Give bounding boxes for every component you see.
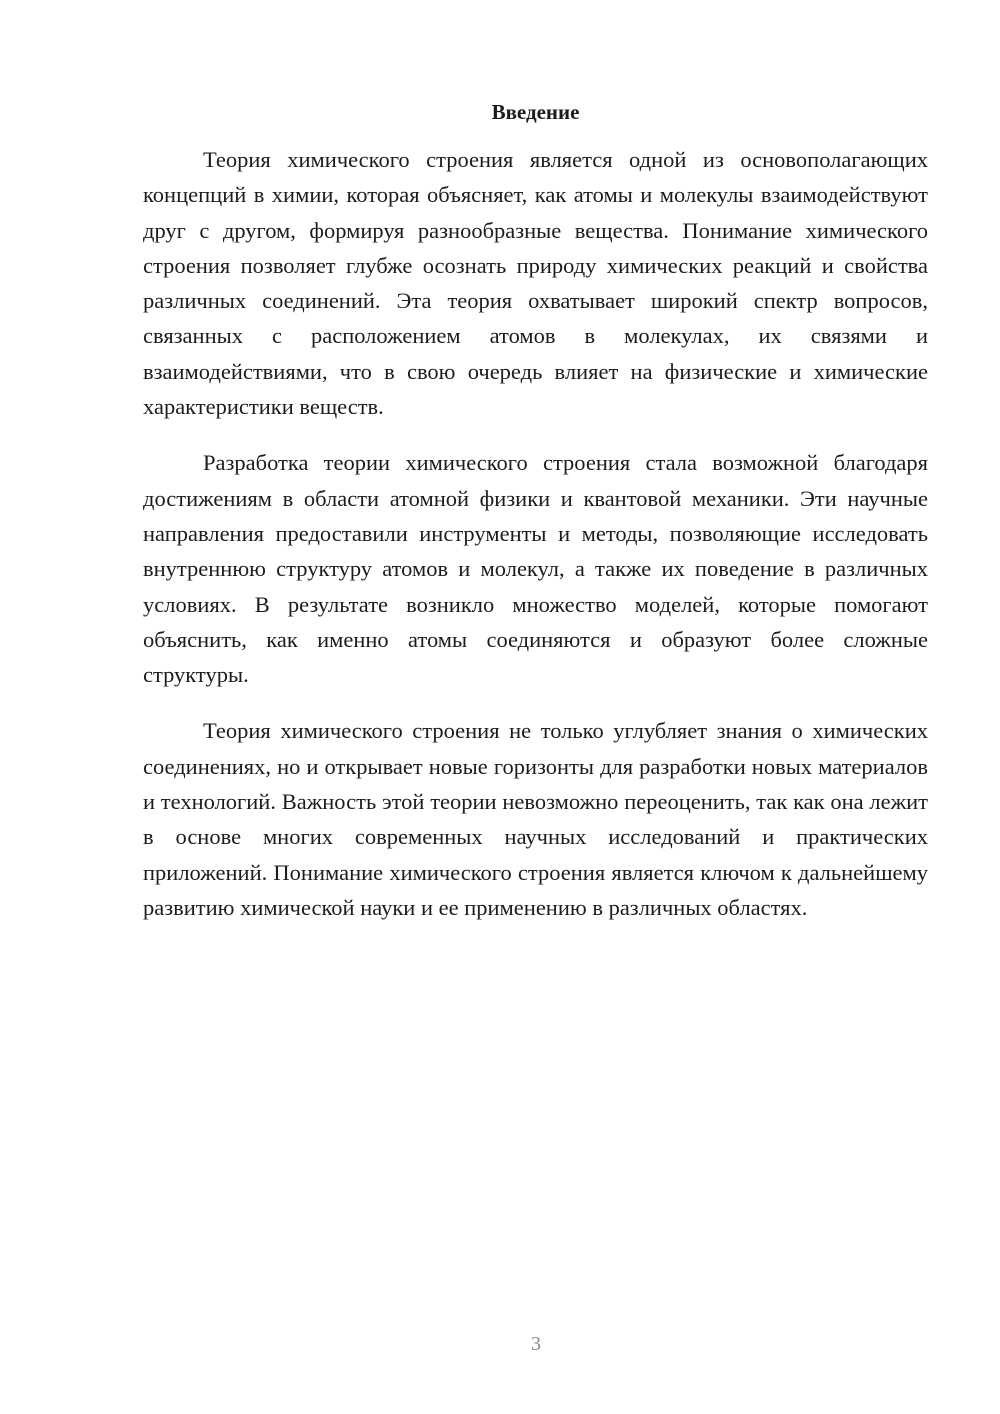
page-number: 3 <box>531 1333 541 1355</box>
paragraph-1: Теория химического строения является одной из основополагающих концепций в химии, которая объясняет, как атомы и молекулы взаимодействуют друг с другом, формируя разнообразные вещества. Понимание химического строения позволяет глубже осознать природу химических реакций и свойства различных соединений. Эта теория охватывает широкий спектр вопросов, связанных с расположением атомов в молекулах, их связями и взаимодействиями, что в свою очередь влияет на физические и химические характеристики веществ. <box>143 147 928 420</box>
paragraph-2: Разработка теории химического строения стала возможной благодаря достижениям в области атомной физики и квантовой механики. Эти научные направления предоставили инструменты и методы, позволяющие исследовать внутреннюю структуру атомов и молекул, а также их поведение в различных условиях. В результате возникло множество моделей, которые помогают объяснить, как именно атомы соединяются и образуют более сложные структуры. <box>143 450 928 688</box>
section-heading: Введение <box>491 100 580 124</box>
body-text <box>143 142 928 946</box>
paragraph-3: Теория химического строения не только углубляет знания о химических соединениях, но и открывает новые горизонты для разработки новых материалов и технологий. Важность этой теории невозможно переоценить, так как она лежит в основе многих современных научных исследований и практических приложений. Понимание химического строения является ключом к дальнейшему развитию химической науки и ее применению в различных областях. <box>143 718 928 920</box>
